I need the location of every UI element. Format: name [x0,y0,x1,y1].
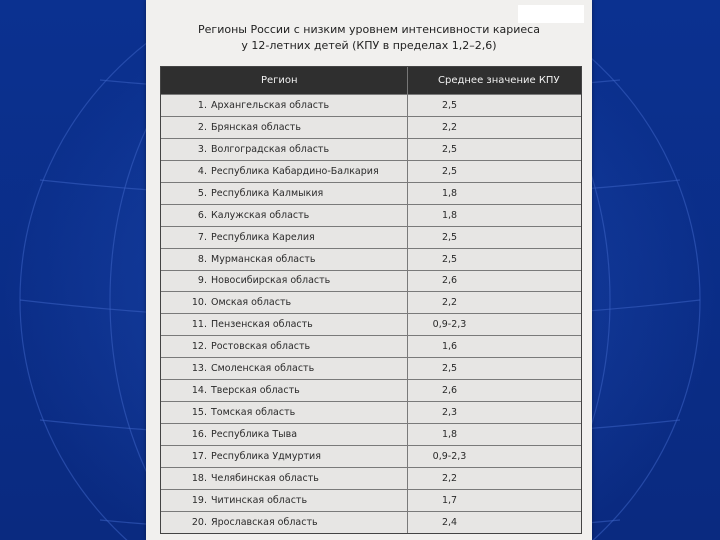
row-number: 13. [191,363,207,375]
row-number: 20. [191,516,207,528]
table-row [161,248,581,270]
region-name: Томская область [211,407,296,419]
region-name: Республика Удмуртия [211,450,321,462]
table-row [161,445,581,467]
kpu-value: 2,3 [407,402,581,423]
table-row [161,204,581,226]
region-name: Ярославская область [211,516,318,528]
caries-table [160,66,582,534]
table-row [161,401,581,423]
region-name: Брянская область [211,121,301,133]
table-row [161,94,581,116]
region-cell [161,249,407,270]
kpu-value: 2,5 [407,139,581,160]
region-name: Челябинская область [211,472,319,484]
kpu-value: 1,7 [407,490,581,511]
scanned-page [146,0,592,540]
region-cell [161,358,407,379]
row-number: 19. [191,494,207,506]
region-cell [161,380,407,401]
kpu-value: 2,6 [407,271,581,292]
region-cell [161,490,407,511]
region-cell [161,292,407,313]
region-cell [161,271,407,292]
region-cell [161,183,407,204]
row-number: 14. [191,385,207,397]
row-number: 3. [197,143,207,155]
kpu-value: 2,5 [407,249,581,270]
table-row [161,226,581,248]
row-number: 10. [191,297,207,309]
row-number: 18. [191,472,207,484]
table-row [161,116,581,138]
kpu-value: 2,4 [407,512,581,533]
row-number: 4. [197,165,207,177]
kpu-value: 1,8 [407,424,581,445]
table-body [161,94,581,533]
region-cell [161,402,407,423]
region-name: Мурманская область [211,253,316,265]
region-name: Республика Тыва [211,429,298,441]
region-cell [161,314,407,335]
region-name: Читинская область [211,494,308,506]
white-patch [518,5,584,23]
table-row [161,270,581,292]
kpu-value: 2,6 [407,380,581,401]
region-name: Ростовская область [211,341,311,353]
region-cell [161,117,407,138]
kpu-value: 1,8 [407,205,581,226]
region-cell [161,424,407,445]
kpu-value: 1,6 [407,336,581,357]
table-row [161,467,581,489]
kpu-value: 2,2 [407,292,581,313]
region-cell [161,161,407,182]
region-name: Республика Калмыкия [211,187,324,199]
row-number: 17. [191,450,207,462]
kpu-value: 2,5 [407,95,581,116]
table-row [161,160,581,182]
row-number: 12. [191,341,207,353]
row-number: 6. [197,209,207,221]
region-name: Пензенская область [211,319,313,331]
row-number: 5. [197,187,207,199]
region-cell [161,139,407,160]
header-kpu: Среднее значение КПУ [407,67,581,94]
title-line-2: у 12-летних детей (КПУ в пределах 1,2–2,6) [241,39,497,52]
table-row [161,511,581,533]
kpu-value: 0,9-2,3 [407,446,581,467]
header-region: Регион [261,75,298,86]
page-title [146,22,592,54]
row-number: 11. [191,319,207,331]
kpu-value: 1,8 [407,183,581,204]
row-number: 1. [197,99,207,111]
row-number: 8. [197,253,207,265]
table-row [161,291,581,313]
kpu-value: 0,9-2,3 [407,314,581,335]
row-number: 7. [197,231,207,243]
region-cell [161,512,407,533]
table-row [161,335,581,357]
region-cell [161,446,407,467]
table-row [161,489,581,511]
region-cell [161,227,407,248]
table-row [161,313,581,335]
row-number: 16. [191,429,207,441]
kpu-value: 2,2 [407,468,581,489]
title-line-1: Регионы России с низким уровнем интенсивности кариеса [198,23,540,36]
region-name: Смоленская область [211,363,315,375]
table-row [161,182,581,204]
table-header [161,67,581,94]
region-name: Волгоградская область [211,143,330,155]
kpu-value: 2,2 [407,117,581,138]
region-name: Калужская область [211,209,310,221]
region-cell [161,205,407,226]
kpu-value: 2,5 [407,227,581,248]
kpu-value: 2,5 [407,358,581,379]
table-row [161,138,581,160]
row-number: 9. [197,275,207,287]
row-number: 2. [197,121,207,133]
region-name: Тверская область [211,385,300,397]
table-row [161,379,581,401]
table-row [161,357,581,379]
region-name: Республика Кабардино-Балкария [211,165,379,177]
region-name: Омская область [211,297,292,309]
region-name: Республика Карелия [211,231,315,243]
region-cell [161,95,407,116]
region-cell [161,336,407,357]
region-cell [161,468,407,489]
kpu-value: 2,5 [407,161,581,182]
table-row [161,423,581,445]
row-number: 15. [191,407,207,419]
region-name: Архангельская область [211,99,330,111]
region-name: Новосибирская область [211,275,331,287]
